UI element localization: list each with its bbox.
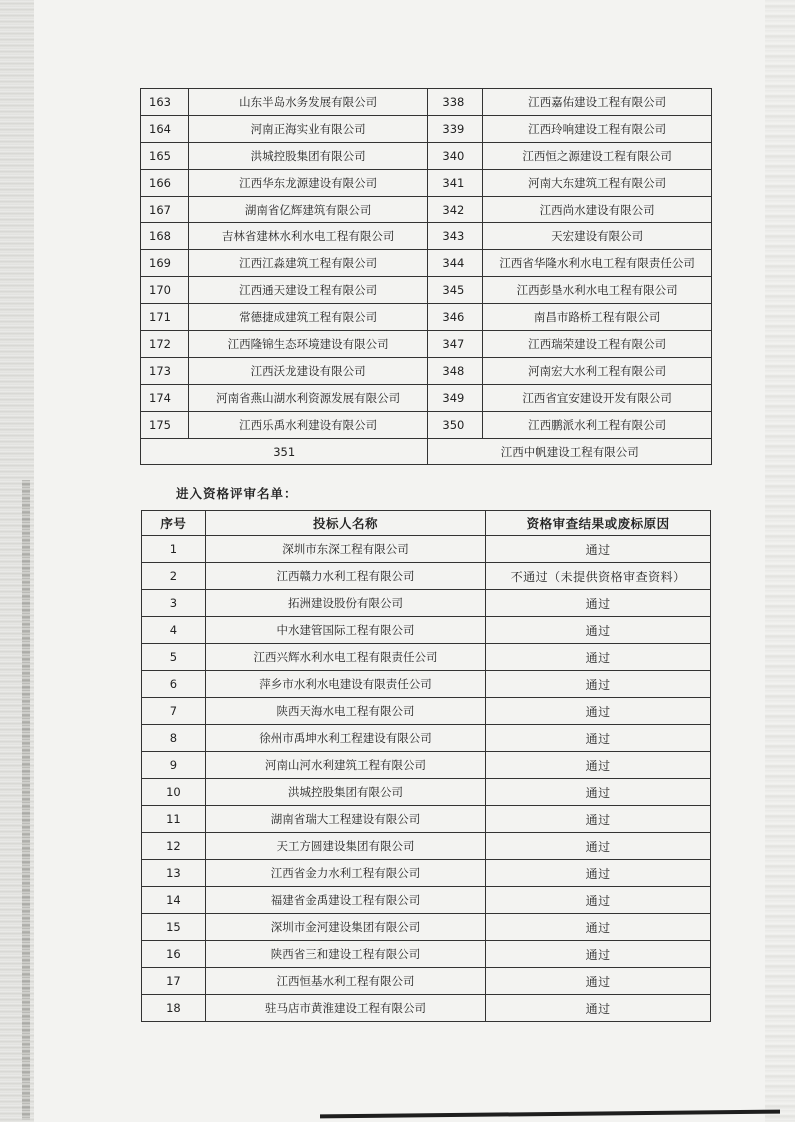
bidder-name-right: 河南宏大水利工程有限公司 — [483, 357, 712, 384]
bidder-name-left: 洪城控股集团有限公司 — [188, 142, 428, 169]
row-number: 5 — [142, 644, 206, 671]
scan-edge-right — [765, 0, 795, 1122]
bidder-name: 江西赣力水利工程有限公司 — [205, 563, 485, 590]
bidder-name: 深圳市东深工程有限公司 — [205, 536, 485, 563]
review-result: 通过 — [486, 968, 711, 995]
table-row — [142, 914, 711, 941]
bidder-name-right: 江西嘉佑建设工程有限公司 — [483, 89, 712, 116]
table-row — [142, 617, 711, 644]
row-number-left: 169 — [141, 250, 189, 277]
table-row-last — [141, 438, 712, 465]
row-number-right: 344 — [428, 250, 483, 277]
row-number-last: 351 — [141, 438, 428, 465]
bidder-name-left: 吉林省建林水利水电工程有限公司 — [188, 223, 428, 250]
row-number-left: 173 — [141, 357, 189, 384]
review-result: 不通过（未提供资格审查资料） — [486, 563, 711, 590]
bidder-name-left: 江西隆锦生态环境建设有限公司 — [188, 331, 428, 358]
bidder-name: 深圳市金河建设集团有限公司 — [205, 914, 485, 941]
table-header-row — [142, 511, 711, 536]
row-number-right: 350 — [428, 411, 483, 438]
bidder-name: 江西兴辉水利水电工程有限责任公司 — [205, 644, 485, 671]
row-number: 9 — [142, 752, 206, 779]
row-number-left: 167 — [141, 196, 189, 223]
row-number-left: 170 — [141, 277, 189, 304]
review-result: 通过 — [486, 995, 711, 1022]
table-row — [141, 277, 712, 304]
row-number-right: 348 — [428, 357, 483, 384]
bidder-name-left: 江西乐禹水利建设有限公司 — [188, 411, 428, 438]
row-number: 15 — [142, 914, 206, 941]
review-result: 通过 — [486, 671, 711, 698]
row-number: 16 — [142, 941, 206, 968]
bidder-name-right: 天宏建设有限公司 — [483, 223, 712, 250]
review-result: 通过 — [486, 536, 711, 563]
review-result: 通过 — [486, 779, 711, 806]
bidder-name-left: 江西华东龙源建设有限公司 — [188, 169, 428, 196]
row-number-right: 343 — [428, 223, 483, 250]
row-number-right: 338 — [428, 89, 483, 116]
review-result: 通过 — [486, 860, 711, 887]
qualification-review-table — [141, 510, 711, 1022]
row-number-left: 171 — [141, 304, 189, 331]
table-row — [142, 941, 711, 968]
row-number: 12 — [142, 833, 206, 860]
table-row — [141, 384, 712, 411]
review-result: 通过 — [486, 752, 711, 779]
table-row — [142, 644, 711, 671]
bidder-name-left: 江西沃龙建设有限公司 — [188, 357, 428, 384]
bidder-name: 河南山河水利建筑工程有限公司 — [205, 752, 485, 779]
scan-edge-shadow — [22, 480, 30, 1120]
row-number-left: 164 — [141, 115, 189, 142]
row-number: 18 — [142, 995, 206, 1022]
row-number: 6 — [142, 671, 206, 698]
row-number: 1 — [142, 536, 206, 563]
bidder-name-left: 山东半岛水务发展有限公司 — [188, 89, 428, 116]
table-row — [141, 304, 712, 331]
table-row — [142, 563, 711, 590]
review-result: 通过 — [486, 941, 711, 968]
bidder-name: 徐州市禹坤水利工程建设有限公司 — [205, 725, 485, 752]
table-row — [142, 887, 711, 914]
table-row — [142, 833, 711, 860]
header-bidder-name: 投标人名称 — [205, 511, 485, 536]
row-number: 3 — [142, 590, 206, 617]
bidder-name: 陕西天海水电工程有限公司 — [205, 698, 485, 725]
header-no: 序号 — [142, 511, 206, 536]
bidder-name-right: 江西恒之源建设工程有限公司 — [483, 142, 712, 169]
bidder-name: 湖南省瑞大工程建设有限公司 — [205, 806, 485, 833]
row-number-right: 347 — [428, 331, 483, 358]
review-result: 通过 — [486, 725, 711, 752]
qualification-review-body — [142, 536, 711, 1022]
bidder-name: 陕西省三和建设工程有限公司 — [205, 941, 485, 968]
bidder-name-left: 江西江淼建筑工程有限公司 — [188, 250, 428, 277]
bidder-name: 江西省金力水利工程有限公司 — [205, 860, 485, 887]
scan-bottom-line — [320, 1110, 780, 1119]
table-row — [142, 968, 711, 995]
bidder-name-right: 江西省宜安建设开发有限公司 — [483, 384, 712, 411]
bidder-name-right: 南昌市路桥工程有限公司 — [483, 304, 712, 331]
bidder-name: 萍乡市水利水电建设有限责任公司 — [205, 671, 485, 698]
row-number-left: 175 — [141, 411, 189, 438]
row-number-right: 342 — [428, 196, 483, 223]
bidder-name-left: 常德捷成建筑工程有限公司 — [188, 304, 428, 331]
table-row — [141, 89, 712, 116]
bidder-name: 洪城控股集团有限公司 — [205, 779, 485, 806]
table-row — [142, 671, 711, 698]
bidder-name-right: 江西彭垦水利水电工程有限公司 — [483, 277, 712, 304]
bidder-name: 福建省金禹建设工程有限公司 — [205, 887, 485, 914]
table-row — [142, 536, 711, 563]
row-number: 17 — [142, 968, 206, 995]
table-row — [141, 357, 712, 384]
row-number: 13 — [142, 860, 206, 887]
table-row — [141, 250, 712, 277]
bidder-name: 驻马店市黄淮建设工程有限公司 — [205, 995, 485, 1022]
review-result: 通过 — [486, 617, 711, 644]
table-row — [141, 223, 712, 250]
header-result: 资格审查结果或废标原因 — [486, 511, 711, 536]
section-title: 进入资格评审名单： — [176, 486, 298, 501]
bidder-name-left: 河南省燕山湖水利资源发展有限公司 — [188, 384, 428, 411]
table-row — [142, 860, 711, 887]
row-number-left: 172 — [141, 331, 189, 358]
row-number-left: 163 — [141, 89, 189, 116]
bidder-name-left: 江西通天建设工程有限公司 — [188, 277, 428, 304]
row-number: 4 — [142, 617, 206, 644]
bidder-name: 江西恒基水利工程有限公司 — [205, 968, 485, 995]
table-row — [141, 142, 712, 169]
row-number-left: 174 — [141, 384, 189, 411]
table-row — [141, 411, 712, 438]
row-number-right: 349 — [428, 384, 483, 411]
review-result: 通过 — [486, 698, 711, 725]
table-row — [142, 725, 711, 752]
row-number-right: 340 — [428, 142, 483, 169]
row-number-right: 346 — [428, 304, 483, 331]
review-result: 通过 — [486, 644, 711, 671]
bidder-name-right: 江西鹏派水利工程有限公司 — [483, 411, 712, 438]
table-row — [141, 169, 712, 196]
bidder-name-left: 河南正海实业有限公司 — [188, 115, 428, 142]
review-result: 通过 — [486, 590, 711, 617]
bidder-name-left: 湖南省亿辉建筑有限公司 — [188, 196, 428, 223]
table-row — [141, 196, 712, 223]
review-result: 通过 — [486, 806, 711, 833]
row-number-right: 345 — [428, 277, 483, 304]
review-result: 通过 — [486, 914, 711, 941]
bidder-name-right: 江西玲响建设工程有限公司 — [483, 115, 712, 142]
row-number-right: 341 — [428, 169, 483, 196]
table-row — [142, 806, 711, 833]
bidder-name-right: 江西瑞荣建设工程有限公司 — [483, 331, 712, 358]
table-row — [141, 331, 712, 358]
review-result: 通过 — [486, 887, 711, 914]
table-row — [142, 590, 711, 617]
row-number: 7 — [142, 698, 206, 725]
row-number: 2 — [142, 563, 206, 590]
review-result: 通过 — [486, 833, 711, 860]
bidder-list-body — [141, 89, 712, 465]
row-number: 14 — [142, 887, 206, 914]
table-row — [141, 115, 712, 142]
row-number-right: 339 — [428, 115, 483, 142]
table-row — [142, 995, 711, 1022]
row-number-left: 165 — [141, 142, 189, 169]
table-row — [142, 698, 711, 725]
bidder-name-right: 江西尚水建设有限公司 — [483, 196, 712, 223]
bidder-name: 拓洲建设股份有限公司 — [205, 590, 485, 617]
bidder-list-table — [140, 88, 712, 465]
row-number: 10 — [142, 779, 206, 806]
row-number-left: 168 — [141, 223, 189, 250]
table-row — [142, 779, 711, 806]
row-number: 11 — [142, 806, 206, 833]
bidder-name-last: 江西中帆建设工程有限公司 — [428, 438, 712, 465]
bidder-name-right: 河南大东建筑工程有限公司 — [483, 169, 712, 196]
row-number: 8 — [142, 725, 206, 752]
row-number-left: 166 — [141, 169, 189, 196]
table-row — [142, 752, 711, 779]
bidder-name: 天工方圆建设集团有限公司 — [205, 833, 485, 860]
bidder-name-right: 江西省华隆水利水电工程有限责任公司 — [483, 250, 712, 277]
bidder-name: 中水建管国际工程有限公司 — [205, 617, 485, 644]
